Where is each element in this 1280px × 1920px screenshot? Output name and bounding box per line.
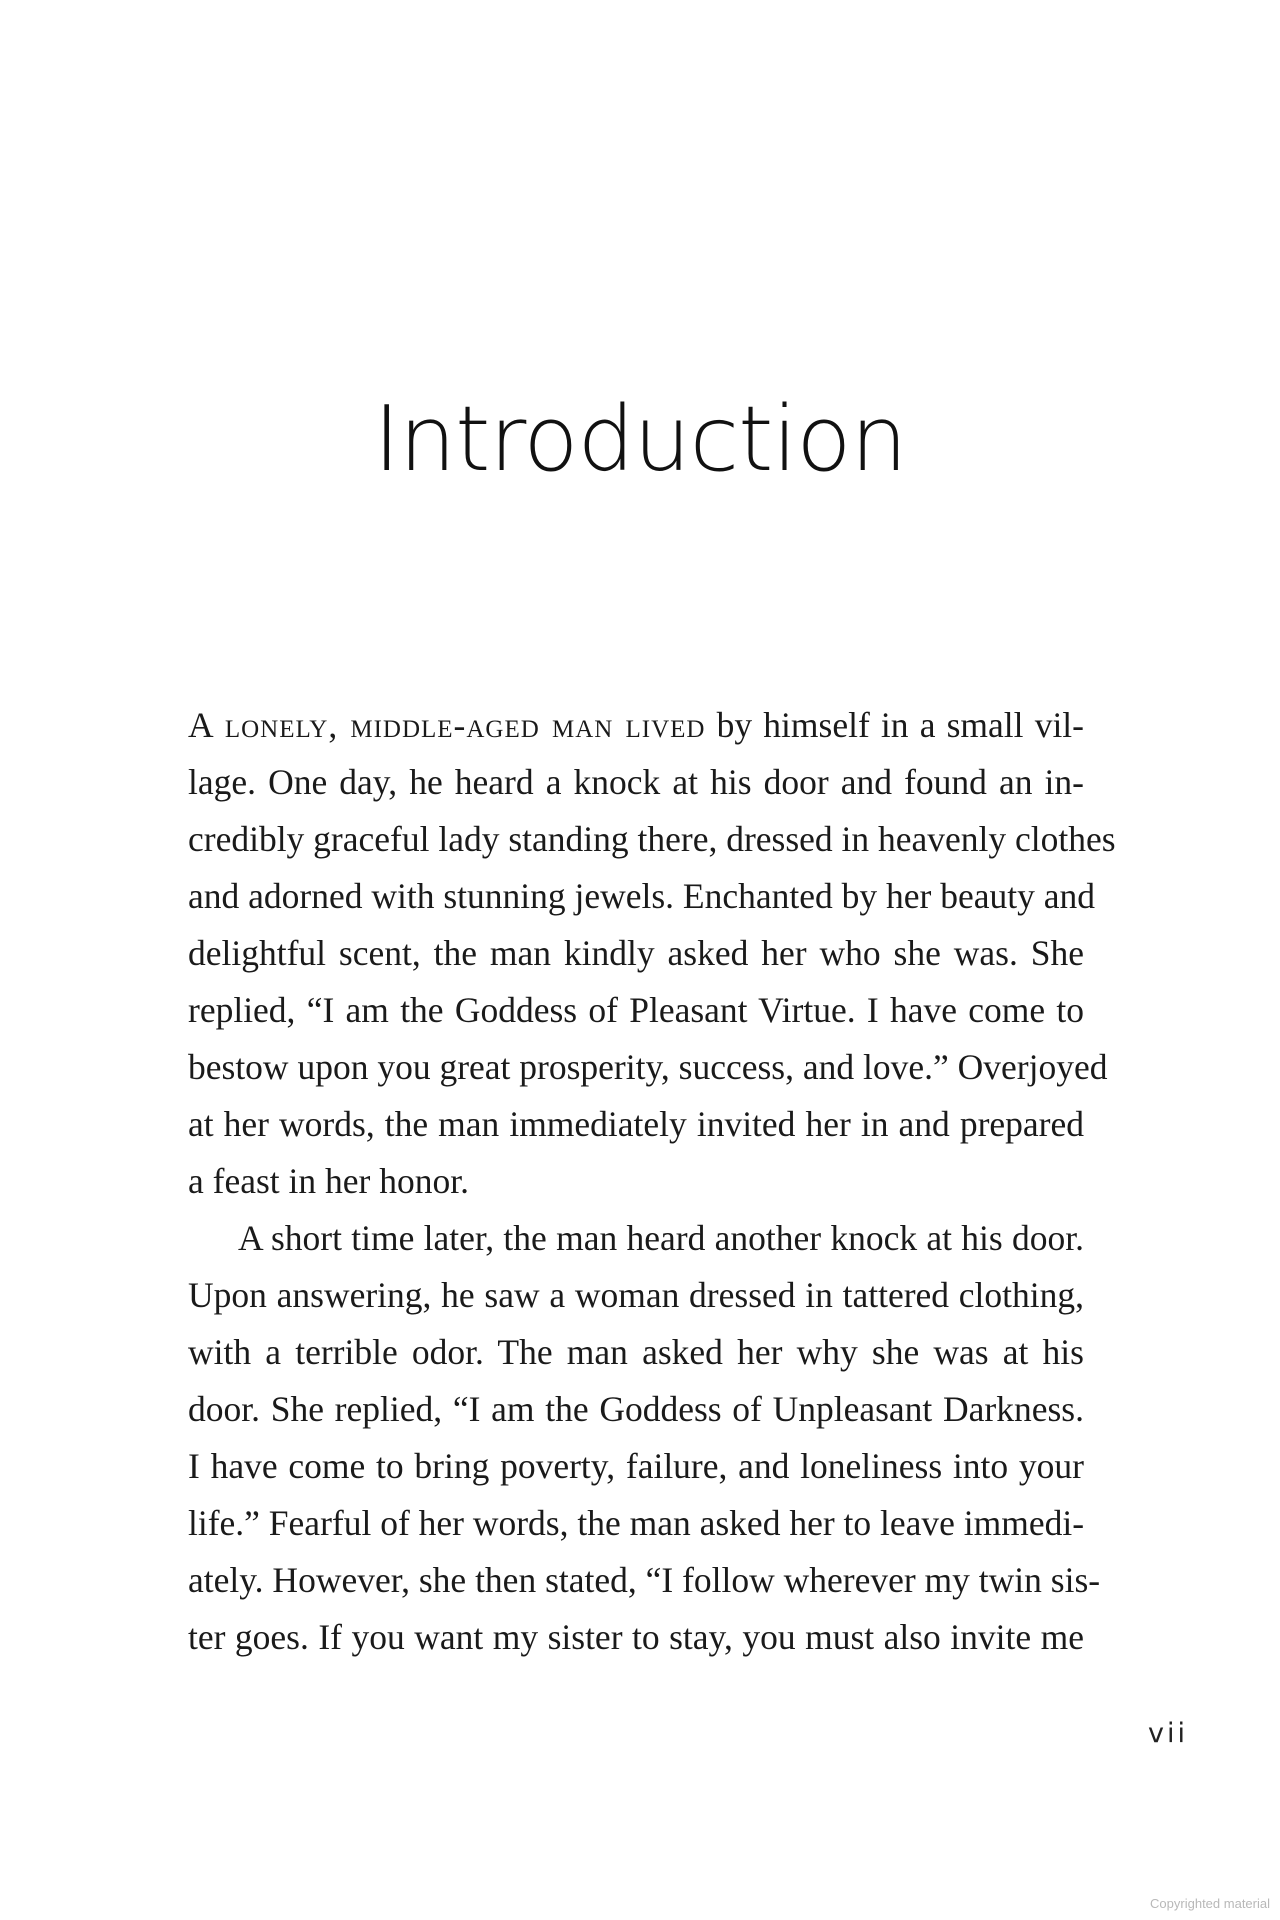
copyright-watermark: Copyrighted material — [1150, 1896, 1270, 1911]
body-text — [188, 697, 1116, 1666]
text-line: with a terrible odor. The man asked her why she was at his — [188, 1332, 1084, 1372]
text-line: Upon answering, he saw a woman dressed in tattered clothing, — [188, 1275, 1084, 1315]
text-line: door. She replied, “I am the Goddess of Unpleasant Darkness. — [188, 1389, 1084, 1429]
text-line: bestow upon you great prosperity, success, and love.” Overjoyed — [188, 1047, 1108, 1087]
text-line: at her words, the man immediately invited her in and prepared — [188, 1104, 1084, 1144]
text-line: and adorned with stunning jewels. Enchanted by her beauty and — [188, 876, 1095, 916]
page-number: vii — [1148, 1718, 1188, 1749]
text-line: I have come to bring poverty, failure, and loneliness into your — [188, 1446, 1084, 1486]
text-line: replied, “I am the Goddess of Pleasant Virtue. I have come to — [188, 990, 1084, 1030]
text-line: ter goes. If you want my sister to stay, you must also invite me — [188, 1617, 1084, 1657]
chapter-title: Introduction — [373, 387, 907, 492]
paragraph-1 — [188, 697, 1116, 1210]
text-line: ately. However, she then stated, “I follow wherever my twin sis- — [188, 1560, 1101, 1600]
text-line: credibly graceful lady standing there, dressed in heavenly clothes — [188, 819, 1116, 859]
text-line: lage. One day, he heard a knock at his door and found an in- — [188, 762, 1084, 802]
small-caps-lead-in: A lonely, middle-aged man lived — [188, 705, 706, 745]
text-line-rest: by himself in a small vil- — [705, 705, 1084, 745]
text-line: A short time later, the man heard another knock at his door. — [238, 1218, 1084, 1258]
text-line: delightful scent, the man kindly asked her who she was. She — [188, 933, 1084, 973]
text-line: a feast in her honor. — [188, 1161, 469, 1201]
paragraph-2 — [188, 1210, 1101, 1666]
text-line: life.” Fearful of her words, the man asked her to leave immedi- — [188, 1503, 1085, 1543]
text-line — [188, 697, 1084, 754]
